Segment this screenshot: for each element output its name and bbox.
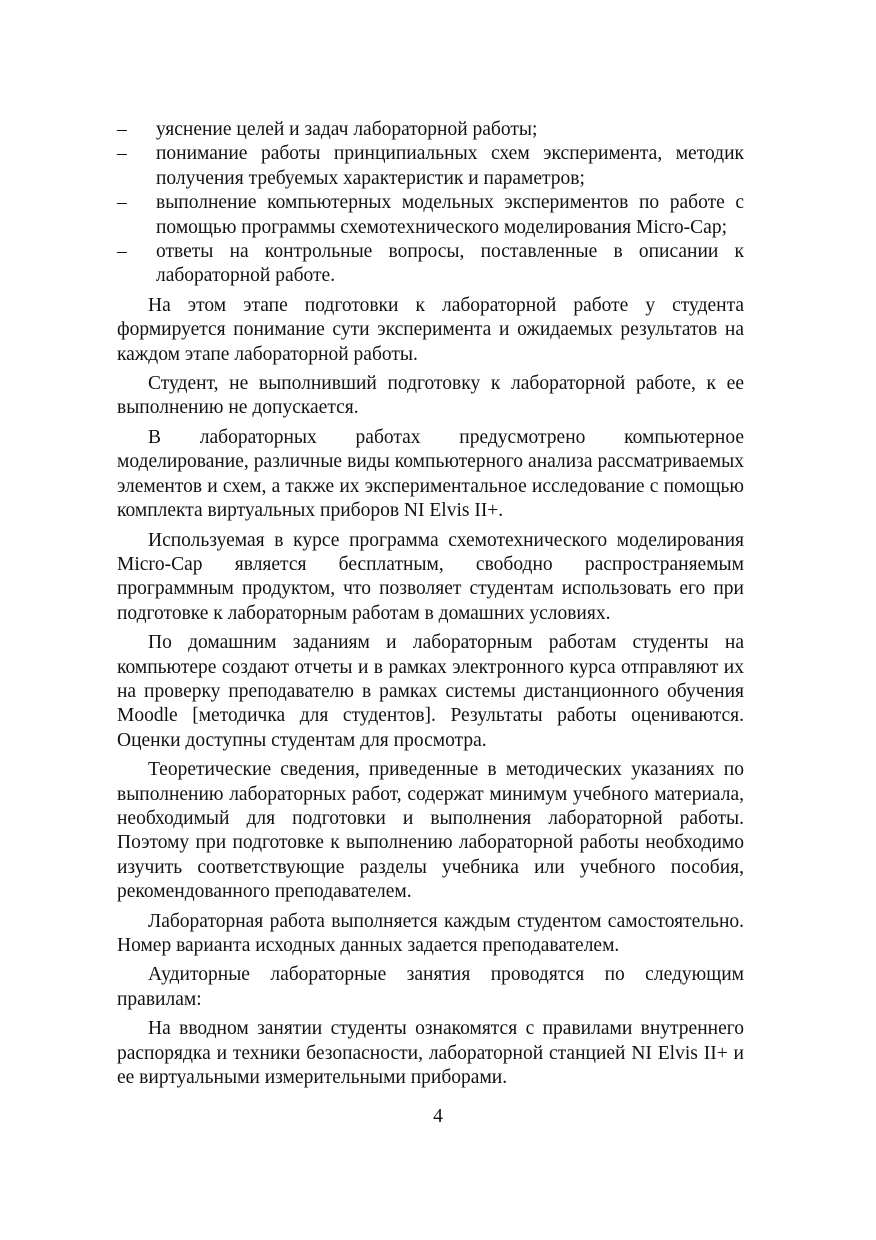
bullet-dash: –: [117, 119, 127, 140]
page-body: [117, 118, 744, 1090]
paragraph-reports-moodle: По домашним заданиям и лабораторным работам студенты на компьютере создают отчеты и в рамках электронного курса отправляют их на проверку преподавателю в рамках системы дистанционного обучения Moodle [методичка для студентов]. Результаты работы оцениваются. Оценки доступны студентам для просмотра.: [117, 632, 744, 751]
list-item-text: понимание работы принципиальных схем эксперимента, методик получения требуемых характеристик и параметров;: [156, 143, 744, 189]
paragraph-intro-session: На вводном занятии студенты ознакомятся с правилами внутреннего распорядка и техники безопасности, лабораторной станцией NI Elvis II+ и ее виртуальными измерительными приборами.: [117, 1018, 744, 1089]
list-item: [117, 240, 744, 289]
paragraph-micro-cap: Используемая в курсе программа схемотехнического моделирования Micro-Cap является бесплатным, свободно распространяемым программным продуктом, что позволяет студентам использовать его при подготовке к лабораторным работам в домашних условиях.: [117, 529, 744, 624]
list-item: [117, 191, 744, 240]
list-item: [117, 142, 744, 191]
bullet-list: [117, 118, 744, 289]
paragraph-theory: Теоретические сведения, приведенные в методических указаниях по выполнению лабораторных работ, содержат минимум учебного материала, необходимый для подготовки и выполнения лабораторной работы. Поэтому при подготовке к выполнению лабораторной работы необходимо изучить соответствующие разделы учебника или учебного пособия, рекомендованного преподавателем.: [117, 759, 744, 903]
list-item-text: уяснение целей и задач лабораторной работы;: [156, 119, 538, 140]
list-item-text: ответы на контрольные вопросы, поставленные в описании к лабораторной работе.: [156, 241, 744, 287]
bullet-dash: –: [117, 192, 127, 214]
paragraph-class-rules: Аудиторные лабораторные занятия проводятся по следующим правилам:: [117, 964, 744, 1010]
paragraph-admission-rule: Студент, не выполнивший подготовку к лабораторной работе, к ее выполнению не допускается.: [117, 373, 744, 419]
paragraph-modeling-overview: В лабораторных работах предусмотрено компьютерное моделирование, различные виды компьютерного анализа рассматриваемых элементов и схем, а также их экспериментальное исследование с помощью комплекта виртуальных приборов NI Elvis II+.: [117, 426, 744, 522]
paragraph-individual-work: Лабораторная работа выполняется каждым студентом самостоятельно. Номер варианта исходных данных задается преподавателем.: [117, 910, 744, 956]
page-number: 4: [433, 1106, 443, 1127]
bullet-dash: –: [117, 143, 127, 165]
bullet-dash: –: [117, 241, 127, 263]
list-item: [117, 118, 744, 142]
paragraph-preparation-understanding: На этом этапе подготовки к лабораторной работе у студента формируется понимание сути эксперимента и ожидаемых результатов на каждом этапе лабораторной работы.: [117, 294, 744, 365]
list-item-text: выполнение компьютерных модельных экспериментов по работе с помощью программы схемотехнического моделирования Micro-Cap;: [156, 192, 744, 238]
